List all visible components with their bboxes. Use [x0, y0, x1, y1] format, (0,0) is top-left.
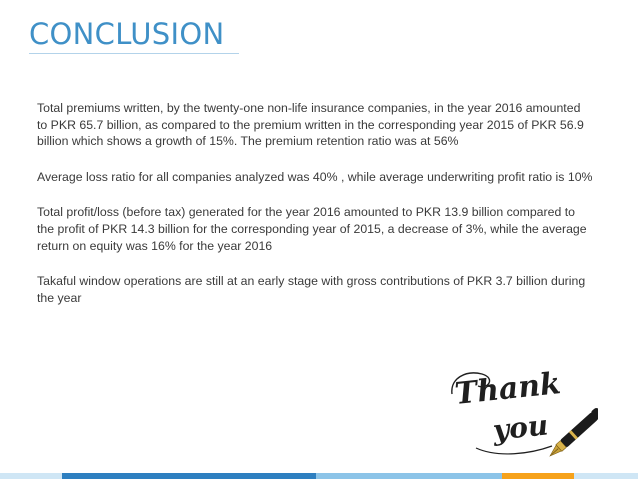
footer-bar-orange: [502, 473, 574, 479]
paragraph-profit: Total profit/loss (before tax) generated for the year 2016 amounted to PKR 13.9 billion compared to the profit of PKR 14.3 billion for the corresponding year of 2015, a decrease of 3%, while the average return on equity was 16% for the year 2016: [37, 205, 587, 253]
paragraph-loss-ratio: Average loss ratio for all companies analyzed was 40% , while average underwriting profit ratio is 10%: [37, 169, 593, 184]
slide-title: CONCLUSION: [29, 17, 225, 51]
footer-color-bar: [0, 473, 638, 479]
paragraph-premiums: Total premiums written, by the twenty-one non-life insurance companies, in the year 2016 amounted to PKR 65.7 billion, as compared to the premium written in the corresponding year 2015 of PKR 56.9 billion which shows a growth of 15%. The premium retention ratio was at 56%: [37, 101, 584, 149]
footer-bar-pale-blue-end: [574, 473, 638, 479]
paragraph-takaful: Takaful window operations are still at an early stage with gross contributions of PKR 3.7 billion during the year: [37, 274, 586, 305]
title-underline: [29, 53, 239, 54]
thank-you-image: [448, 364, 598, 460]
fountain-pen-icon: [546, 406, 598, 460]
thank-text: Thank: [453, 366, 563, 412]
conclusion-body: [37, 100, 593, 325]
footer-bar-blue: [62, 473, 316, 479]
footer-bar-light-blue: [316, 473, 502, 479]
you-text: you: [491, 408, 550, 447]
footer-bar-pale-blue: [0, 473, 62, 479]
